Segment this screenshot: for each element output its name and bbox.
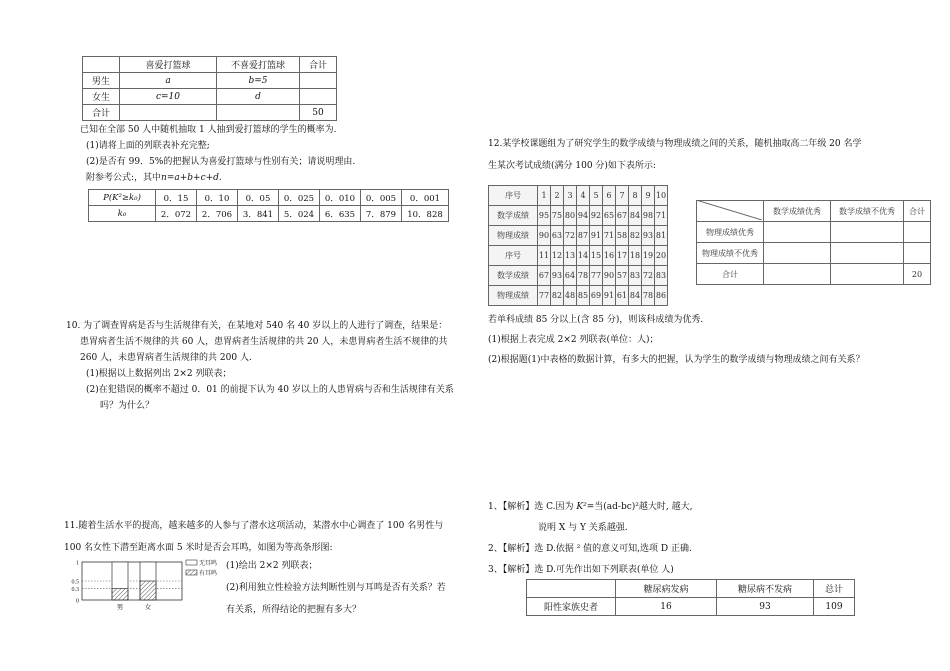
q10-part1: (1)根据以上数据列出 2×2 列联表； [86, 369, 232, 379]
table-cell: 0．15 [156, 190, 197, 206]
table-cell: 72 [564, 226, 577, 246]
answer-1-rest: =当(ad-bc)²越大时, 越大, [586, 502, 693, 512]
table-cell: 2．072 [156, 206, 197, 222]
q11-stacked-bar-chart [60, 556, 224, 620]
q11-part1: (1)绘出 2×2 列联表； [226, 561, 318, 571]
table-cell: 81 [655, 226, 668, 246]
table-cell: 合计 [83, 105, 120, 121]
q12-line1: 12.某学校课题组为了研究学生的数学成绩与物理成绩之间的关系，随机抽取高二年级 20 名学 [488, 139, 862, 149]
table-cell: 58 [616, 226, 629, 246]
table-cell: 0．010 [320, 190, 361, 206]
q11-line2: 100 名女性下潜至距离水面 5 米时是否会耳鸣，如图为等高条形图: [64, 543, 333, 553]
table-cell: 69 [590, 286, 603, 306]
table-cell: 数学成绩优秀 [764, 201, 831, 222]
table-cell [764, 264, 831, 285]
q10-line3: 260 人，未患胃病者生活规律的共 200 人. [80, 353, 252, 363]
table-cell [831, 264, 904, 285]
table-cell: 0．005 [361, 190, 402, 206]
table-cell: 5．024 [279, 206, 320, 222]
table-cell: 85 [577, 286, 590, 306]
table-row [489, 266, 668, 286]
table-cell [831, 243, 904, 264]
q12-line2: 生某次考试成绩(满分 100 分)如下表所示: [488, 161, 656, 171]
table-row [489, 286, 668, 306]
answer-1-line2: 说明 X 与 Y 关系越强. [538, 523, 628, 533]
table-cell: 0．001 [402, 190, 449, 206]
x-tick-label: 女 [144, 604, 152, 611]
table-cell: 糖尿病发病 [616, 580, 717, 598]
table-cell: 94 [577, 206, 590, 226]
table-cell: 67 [538, 266, 551, 286]
table-cell: 物理成绩优秀 [697, 222, 764, 243]
table-cell: c=10 [120, 89, 217, 105]
table-cell: 93 [642, 226, 655, 246]
table-cell [697, 201, 764, 222]
table-cell: 7 [616, 186, 629, 206]
table-cell: 16 [616, 598, 717, 616]
table-cell: 18 [629, 246, 642, 266]
table-cell: 72 [642, 266, 655, 286]
q11-line1: 11.随着生活水平的提高，越来越多的人参与了潜水这项活动，某潜水中心调查了 100 名男性与 [64, 521, 444, 531]
table-cell: 91 [590, 226, 603, 246]
table-cell: 84 [629, 206, 642, 226]
table-cell: 10．828 [402, 206, 449, 222]
table-cell: 87 [577, 226, 590, 246]
table-cell [120, 105, 217, 121]
legend-label: 无耳鸣 [199, 561, 218, 567]
table-row [83, 73, 337, 89]
table-cell: 90 [538, 226, 551, 246]
table-cell: 109 [814, 598, 855, 616]
table-cell: 0．05 [238, 190, 279, 206]
table-cell: 糖尿病不发病 [717, 580, 814, 598]
table-cell: 11 [538, 246, 551, 266]
table-row [489, 186, 668, 206]
table-cell [764, 243, 831, 264]
q12-part1: (1)根据上表完成 2×2 列联表(单位：人)； [488, 335, 659, 345]
critical-value-table [88, 189, 449, 222]
table-cell: d [217, 89, 300, 105]
table-cell: 合计 [697, 264, 764, 285]
table-cell: 序号 [489, 246, 538, 266]
table-cell: 77 [590, 266, 603, 286]
diabetes-table [526, 579, 855, 616]
table-cell: 3．841 [238, 206, 279, 222]
table-row [527, 580, 855, 598]
q9-intro: 已知在全部 50 人中随机抽取 1 人抽到爱打篮球的学生的概率为. [80, 125, 337, 135]
table-cell: 80 [564, 206, 577, 226]
table-cell: 71 [655, 206, 668, 226]
q9-part1: (1)请将上面的列联表补充完整; [86, 141, 210, 151]
table-cell [217, 105, 300, 121]
table-row [89, 190, 449, 206]
table-cell: 10 [655, 186, 668, 206]
table-cell: 13 [564, 246, 577, 266]
answer-3: 3、【解析】选 D.可先作出如下列联表(单位 人) [488, 565, 674, 575]
table-cell: 物理成绩 [489, 226, 538, 246]
table-cell: 4 [577, 186, 590, 206]
basketball-table [82, 56, 337, 121]
x-tick-label: 男 [116, 604, 124, 611]
table-cell: 50 [300, 105, 337, 121]
table-cell: 6 [603, 186, 616, 206]
table-cell: 98 [642, 206, 655, 226]
table-row [527, 598, 855, 616]
table-cell: 67 [616, 206, 629, 226]
table-cell: P(K²≥k₀) [89, 190, 156, 206]
q9-formula [86, 172, 222, 184]
table-cell: 63 [551, 226, 564, 246]
table-cell: 7．879 [361, 206, 402, 222]
q10-line1: 10. 为了调查胃病是否与生活规律有关，在某地对 540 名 40 岁以上的人进行了调查，结果是： [66, 321, 448, 331]
table-cell: 16 [603, 246, 616, 266]
table-row [697, 201, 931, 222]
table-cell: 8 [629, 186, 642, 206]
answer-1-prefix: 1、【解析】选 C.因为 [488, 502, 574, 512]
table-cell: 男生 [83, 73, 120, 89]
table-cell: 2．706 [197, 206, 238, 222]
q9-formula-text: n=a+b+c+d. [161, 173, 222, 183]
table-cell: 78 [642, 286, 655, 306]
table-cell: 48 [564, 286, 577, 306]
table-cell [831, 222, 904, 243]
y-tick-label: 0.5 [71, 579, 79, 586]
table-cell: 物理成绩不优秀 [697, 243, 764, 264]
table-cell: k₀ [89, 206, 156, 222]
y-tick-label: 0.3 [71, 587, 79, 594]
table-cell: 82 [629, 226, 642, 246]
table-cell: 合计 [300, 57, 337, 73]
table-cell: 93 [551, 266, 564, 286]
table-cell: a [120, 73, 217, 89]
table-cell: 不喜爱打篮球 [217, 57, 300, 73]
legend-label: 有耳鸣 [199, 571, 218, 577]
y-tick-label: 1 [76, 560, 79, 567]
table-cell: 91 [603, 286, 616, 306]
table-cell: 阳性家族史者 [527, 598, 616, 616]
table-cell: 3 [564, 186, 577, 206]
table-row [83, 105, 337, 121]
table-row [83, 89, 337, 105]
table-cell: 数学成绩 [489, 206, 538, 226]
table-cell: 0．10 [197, 190, 238, 206]
table-cell: 0．025 [279, 190, 320, 206]
table-cell: 19 [642, 246, 655, 266]
table-cell: 78 [577, 266, 590, 286]
table-cell: 90 [603, 266, 616, 286]
table-cell [300, 73, 337, 89]
table-cell: 12 [551, 246, 564, 266]
legend-swatch-yes [186, 570, 197, 575]
table-cell: 84 [629, 286, 642, 306]
table-cell [904, 222, 931, 243]
table-row [489, 206, 668, 226]
table-cell: 83 [629, 266, 642, 286]
table-row [489, 246, 668, 266]
q12-part2: (2)根据题(1)中表格的数据计算，有多大的把握，认为学生的数学成绩与物理成绩之间有关系？ [488, 355, 865, 365]
table-row [697, 243, 931, 264]
q10-part2a: (2)在犯错误的概率不超过 0．01 的前提下认为 40 岁以上的人患胃病与否和生活规律有关系 [86, 385, 454, 395]
table-cell: 数学成绩 [489, 266, 538, 286]
table-cell: 序号 [489, 186, 538, 206]
table-row [89, 206, 449, 222]
table-cell: 83 [655, 266, 668, 286]
table-cell: 6．635 [320, 206, 361, 222]
q10-line2: 患胃病者生活不规律的共 60 人，患胃病者生活规律的共 20 人，未患胃病者生活不规律的共 [80, 337, 448, 347]
bar-tinnitus [140, 581, 156, 600]
table-cell: 82 [551, 286, 564, 306]
answer-2: 2、【解析】选 D.依据 ² 值的意义可知,选项 D 正确. [488, 544, 692, 554]
table-cell: b=5 [217, 73, 300, 89]
table-row [489, 226, 668, 246]
scores-table [488, 185, 668, 306]
table-cell [904, 243, 931, 264]
q9-part2: (2)是否有 99．5%的把握认为喜爱打篮球与性别有关；请说明理由. [86, 157, 356, 167]
table-cell: 物理成绩 [489, 286, 538, 306]
table-cell: 77 [538, 286, 551, 306]
table-row [697, 222, 931, 243]
table-cell: 2 [551, 186, 564, 206]
table-cell [300, 89, 337, 105]
table-cell: 20 [904, 264, 931, 285]
q10-part2b: 吗？为什么？ [100, 401, 155, 411]
q9-formula-prefix: 附参考公式:，其中 [86, 173, 162, 183]
table-cell: 20 [655, 246, 668, 266]
q12-line3: 若单科成绩 85 分以上(含 85 分)，则该科成绩为优秀. [488, 315, 704, 325]
table-cell: 92 [590, 206, 603, 226]
table-cell [83, 57, 120, 73]
table-cell: 合计 [904, 201, 931, 222]
table-cell: 喜爱打篮球 [120, 57, 217, 73]
table-row [83, 57, 337, 73]
table-cell: 总计 [814, 580, 855, 598]
table-cell: 9 [642, 186, 655, 206]
answer-1 [488, 501, 692, 513]
table-cell: 86 [655, 286, 668, 306]
table-cell: 61 [616, 286, 629, 306]
table-cell: 64 [564, 266, 577, 286]
table-cell: 14 [577, 246, 590, 266]
table-cell: 57 [616, 266, 629, 286]
legend-swatch-no [186, 560, 197, 565]
answer-1-k: K² [576, 502, 587, 512]
table-cell: 女生 [83, 89, 120, 105]
table-cell: 93 [717, 598, 814, 616]
table-cell: 数学成绩不优秀 [831, 201, 904, 222]
y-tick-label: 0 [76, 598, 79, 605]
table-row [697, 264, 931, 285]
q11-part2b: 有关系，所得结论的把握有多大？ [226, 605, 362, 615]
table-cell: 17 [616, 246, 629, 266]
q12-contingency-table [696, 200, 931, 285]
table-cell: 65 [603, 206, 616, 226]
table-cell: 5 [590, 186, 603, 206]
q11-part2a: (2)利用独立性检验方法判断性别与耳鸣是否有关系？若 [226, 583, 446, 593]
table-cell: 75 [551, 206, 564, 226]
table-cell [764, 222, 831, 243]
table-cell [527, 580, 616, 598]
table-cell: 95 [538, 206, 551, 226]
table-cell: 71 [603, 226, 616, 246]
table-cell: 1 [538, 186, 551, 206]
bar-tinnitus [112, 589, 128, 600]
table-cell: 15 [590, 246, 603, 266]
